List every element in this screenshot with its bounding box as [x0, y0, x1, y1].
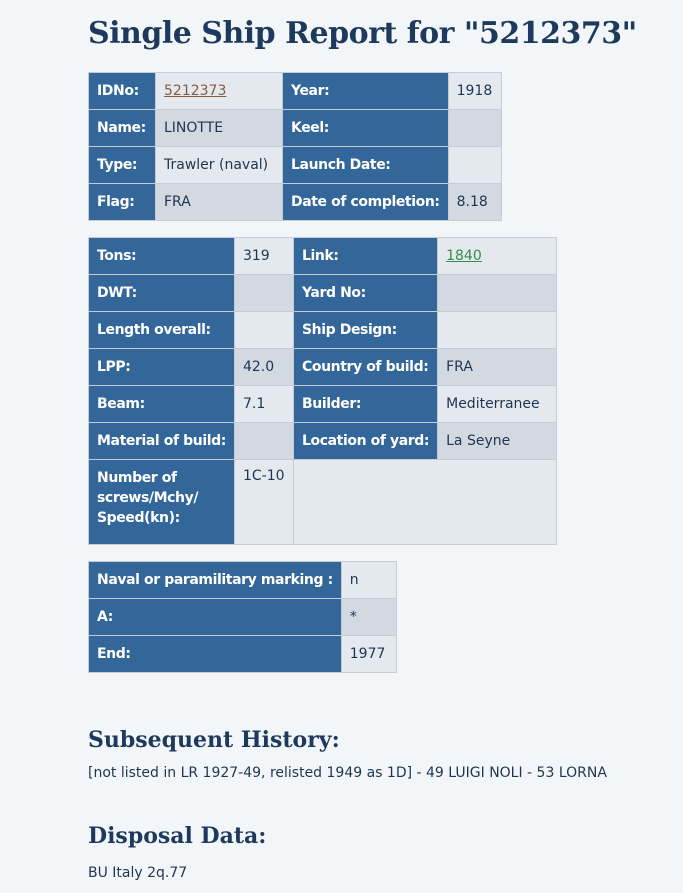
table-row	[89, 636, 397, 673]
flag-value: FRA	[156, 184, 283, 221]
page-title: Single Ship Report for "5212373"	[88, 16, 637, 51]
disposal-section	[88, 821, 683, 883]
yard-no-label: Yard No:	[293, 275, 437, 312]
idno-link[interactable]: 5212373	[164, 83, 227, 99]
table-row	[89, 599, 397, 636]
subsequent-history-text: [not listed in LR 1927-49, relisted 1949 as 1D] - 49 LUIGI NOLI - 53 LORNA	[88, 765, 607, 781]
empty-cell	[293, 460, 556, 545]
table-row	[89, 312, 557, 349]
lpp-value: 42.0	[234, 349, 293, 386]
screws-label: Number of screws/Mchy/ Speed(kn):	[89, 460, 235, 545]
ship-design-label: Ship Design:	[293, 312, 437, 349]
beam-label: Beam:	[89, 386, 235, 423]
end-label: End:	[89, 636, 342, 673]
disposal-heading: Disposal Data:	[88, 823, 267, 849]
ship-design-value	[438, 312, 557, 349]
table-row	[89, 184, 502, 221]
table-row	[89, 423, 557, 460]
link-value	[438, 238, 557, 275]
keel-label: Keel:	[283, 110, 449, 147]
table-row	[89, 460, 557, 545]
screws-value: 1C-10	[234, 460, 293, 545]
lpp-label: LPP:	[89, 349, 235, 386]
country-of-build-value: FRA	[438, 349, 557, 386]
type-value: Trawler (naval)	[156, 147, 283, 184]
table-row	[89, 110, 502, 147]
dwt-label: DWT:	[89, 275, 235, 312]
idno-value	[156, 73, 283, 110]
name-value: LINOTTE	[156, 110, 283, 147]
material-value	[234, 423, 293, 460]
tons-value: 319	[234, 238, 293, 275]
end-value: 1977	[341, 636, 396, 673]
location-of-yard-value: La Seyne	[438, 423, 557, 460]
material-label: Material of build:	[89, 423, 235, 460]
table-row	[89, 73, 502, 110]
completion-date-value: 8.18	[448, 184, 501, 221]
subsequent-history-section	[88, 725, 683, 783]
keel-value	[448, 110, 501, 147]
a-value: *	[341, 599, 396, 636]
dwt-value	[234, 275, 293, 312]
table-row	[89, 238, 557, 275]
report-container	[88, 0, 683, 883]
naval-marking-label: Naval or paramilitary marking :	[89, 562, 342, 599]
length-overall-label: Length overall:	[89, 312, 235, 349]
link-label: Link:	[293, 238, 437, 275]
identity-table	[88, 72, 502, 221]
subsequent-history-heading: Subsequent History:	[88, 727, 340, 753]
builder-label: Builder:	[293, 386, 437, 423]
completion-date-label: Date of completion:	[283, 184, 449, 221]
marking-table	[88, 561, 397, 673]
builder-value: Mediterranee	[438, 386, 557, 423]
naval-marking-value: n	[341, 562, 396, 599]
beam-value: 7.1	[234, 386, 293, 423]
launch-date-label: Launch Date:	[283, 147, 449, 184]
length-overall-value	[234, 312, 293, 349]
flag-label: Flag:	[89, 184, 156, 221]
table-row	[89, 562, 397, 599]
table-row	[89, 275, 557, 312]
tons-label: Tons:	[89, 238, 235, 275]
table-row	[89, 386, 557, 423]
yard-no-value	[438, 275, 557, 312]
disposal-text: BU Italy 2q.77	[88, 865, 188, 881]
location-of-yard-label: Location of yard:	[293, 423, 437, 460]
year-value: 1918	[448, 73, 501, 110]
year-label: Year:	[283, 73, 449, 110]
type-label: Type:	[89, 147, 156, 184]
ship-link[interactable]: 1840	[446, 248, 482, 264]
country-of-build-label: Country of build:	[293, 349, 437, 386]
launch-date-value	[448, 147, 501, 184]
name-label: Name:	[89, 110, 156, 147]
dimensions-table	[88, 237, 557, 545]
idno-label: IDNo:	[89, 73, 156, 110]
table-row	[89, 147, 502, 184]
table-row	[89, 349, 557, 386]
a-label: A:	[89, 599, 342, 636]
